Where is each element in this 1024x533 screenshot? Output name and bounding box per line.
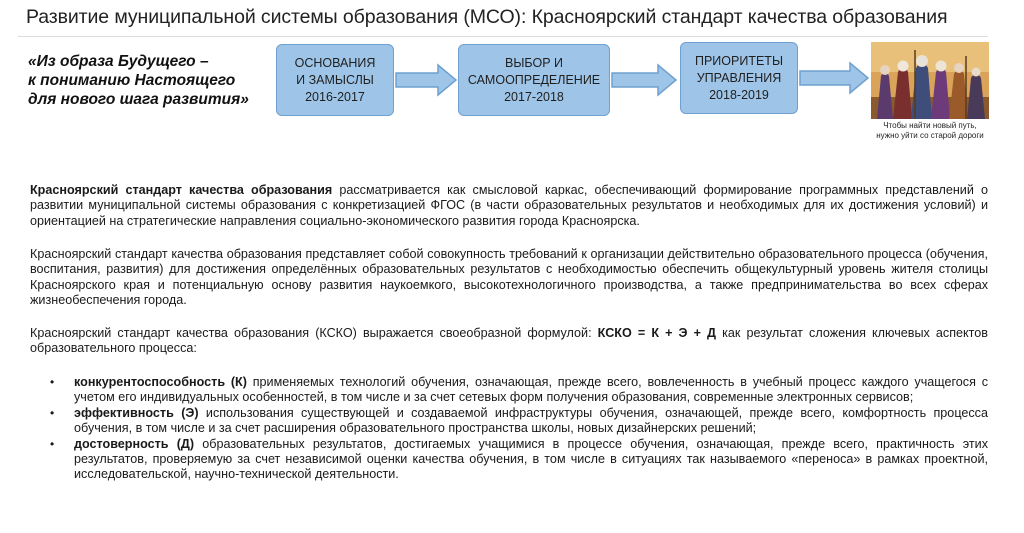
- list-item-text: использования существующей и создаваемой инфраструктуры обучения, означающей, прежде всего, комфортность процесса обучения, в том числе и за счет расширения образовательного пространства школы, новых дизайнерских решений;: [74, 405, 988, 436]
- paragraph-3-end: как результат сложения ключевых аспектов образовательного процесса:: [30, 326, 988, 356]
- motto-line-3: для нового шага развития»: [28, 91, 249, 108]
- caption-line-1: Чтобы найти новый путь,: [883, 121, 977, 130]
- arrow-right-icon: [610, 62, 678, 98]
- stage-3-years: 2018-2019: [709, 87, 769, 102]
- stage-3-line-2: УПРАВЛЕНИЯ: [696, 70, 782, 85]
- aspects-list: [30, 375, 988, 483]
- paragraph-3: [30, 326, 988, 357]
- motto-quote: [28, 52, 249, 109]
- stage-2-line-1: ВЫБОР И: [505, 55, 563, 70]
- pilgrims-illustration: [871, 42, 989, 119]
- list-item-term: достоверность (Д): [74, 436, 195, 451]
- illustration-caption: [866, 121, 994, 141]
- formula: КСКО = К + Э + Д: [597, 326, 717, 340]
- stage-1-years: 2016-2017: [305, 89, 365, 104]
- stage-box-3: [680, 42, 798, 114]
- paragraph-3-start: Красноярский стандарт качества образования (КСКО) выражается своеобразной формулой:: [30, 326, 598, 340]
- bullet-icon: •: [50, 436, 55, 451]
- list-item: [30, 406, 988, 437]
- stage-2-years: 2017-2018: [504, 89, 564, 104]
- stage-box-1: [276, 44, 394, 116]
- list-item-term: эффективность (Э): [74, 405, 199, 420]
- motto-line-2: к пониманию Настоящего: [28, 72, 236, 89]
- bullet-icon: •: [50, 375, 55, 389]
- motto-line-1: «Из образа Будущего –: [28, 53, 209, 70]
- stage-2-line-2: САМООПРЕДЕЛЕНИЕ: [467, 72, 601, 87]
- stage-box-2: [458, 44, 610, 116]
- paragraph-1: [30, 183, 988, 229]
- stage-1-line-2: И ЗАМЫСЛЫ: [296, 72, 374, 87]
- bullet-icon: •: [50, 405, 55, 420]
- list-item-text: образовательных результатов, достигаемых учащимися в процессе обучения, означающая, прежде всего, практичность этих результатов, проверяемую за счет независимой оценки качества обучения, в том числе в ситуациях так называемого «переноса» в рамках проектной, исследовательской, научно-технической деятельности.: [74, 436, 988, 482]
- page-title: Развитие муниципальной системы образования (МСО): Красноярский стандарт качества образования: [26, 6, 948, 28]
- stage-3-line-1: ПРИОРИТЕТЫ: [694, 53, 784, 68]
- paragraph-2: Красноярский стандарт качества образования представляет собой совокупность требований к организации действительно образовательного процесса (обучения, воспитания, развития) для достижения определённых образовательных результатов с необходимостью обеспечить общекультурный уровень жителя столицы Красноярского края и потенциальную основу развития наукоемкого, высокотехнологичного производства, а также предпринимательства во всех сферах жизнеобеспечения города.: [30, 247, 988, 308]
- arrow-right-icon: [798, 60, 870, 96]
- paragraph-1-bold: Красноярский стандарт качества образования: [30, 183, 333, 197]
- list-item: [30, 375, 988, 406]
- list-item-term: конкурентоспособность (К): [74, 375, 247, 389]
- stage-1-line-1: ОСНОВАНИЯ: [294, 55, 376, 70]
- paragraph-1-text: рассматривается как смысловой каркас, обеспечивающий формирование программных представлений о развитии муниципальной системы образования с конкретизацией ФГОС (в части образовательных результатов и необходимых для их достижения условий) и ориентацией на стратегические направления социально-экономического развития города Красноярска.: [30, 183, 988, 228]
- caption-line-2: нужно уйти со старой дороги: [876, 131, 984, 140]
- title-divider: [18, 36, 988, 37]
- list-item-text: применяемых технологий обучения, означающая, прежде всего, вовлеченность в учебный процесс каждого учащегося с учетом его индивидуальных особенностей, в том числе и за счет сетевых форм получения образования, современные электронных сервисов;: [74, 375, 988, 405]
- list-item: [30, 437, 988, 483]
- arrow-right-icon: [394, 62, 458, 98]
